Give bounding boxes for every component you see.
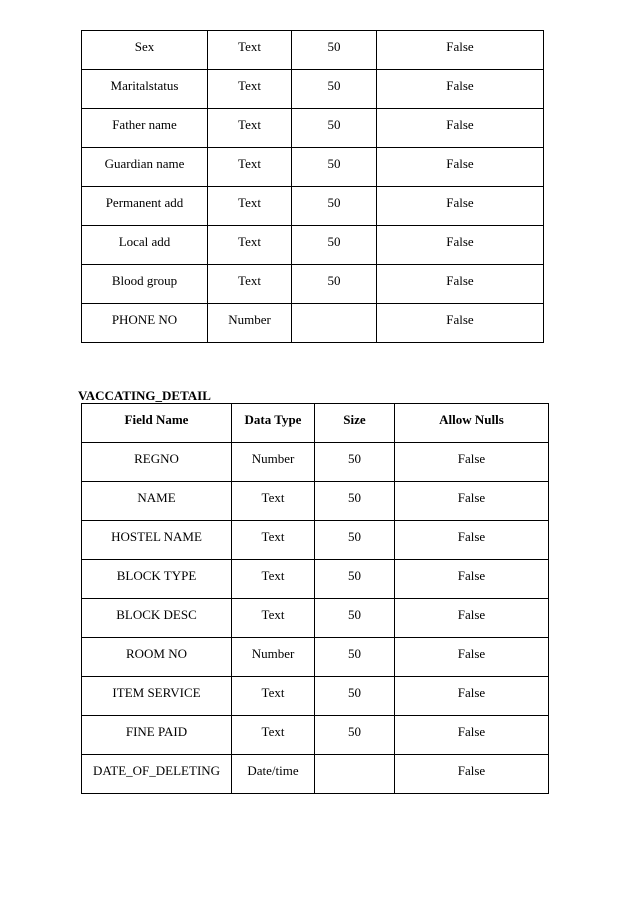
allow-nulls-cell: False xyxy=(377,304,544,343)
size-cell xyxy=(292,304,377,343)
table-row xyxy=(82,521,549,560)
data-type-cell: Date/time xyxy=(232,755,315,794)
size-cell: 50 xyxy=(292,187,377,226)
size-cell: 50 xyxy=(292,265,377,304)
field-name-cell: Guardian name xyxy=(82,148,208,187)
table-row xyxy=(82,187,544,226)
table-row xyxy=(82,599,549,638)
size-cell: 50 xyxy=(315,716,395,755)
size-cell: 50 xyxy=(315,482,395,521)
field-name-cell: Local add xyxy=(82,226,208,265)
size-cell: 50 xyxy=(315,521,395,560)
field-name-cell: NAME xyxy=(82,482,232,521)
allow-nulls-cell: False xyxy=(377,187,544,226)
allow-nulls-cell: False xyxy=(395,638,549,677)
field-name-cell: HOSTEL NAME xyxy=(82,521,232,560)
data-type-cell: Text xyxy=(232,560,315,599)
allow-nulls-cell: False xyxy=(377,70,544,109)
field-name-cell: BLOCK TYPE xyxy=(82,560,232,599)
size-cell: 50 xyxy=(315,560,395,599)
field-name-cell: FINE PAID xyxy=(82,716,232,755)
size-cell: 50 xyxy=(315,638,395,677)
size-cell: 50 xyxy=(315,677,395,716)
section-heading-vaccating-detail: VACCATING_DETAIL xyxy=(78,388,211,403)
student-fields-table-continued xyxy=(81,30,544,343)
data-type-cell: Number xyxy=(232,443,315,482)
table2-body xyxy=(82,443,549,794)
size-cell: 50 xyxy=(292,226,377,265)
field-name-cell: Sex xyxy=(82,31,208,70)
allow-nulls-cell: False xyxy=(377,148,544,187)
field-name-cell: REGNO xyxy=(82,443,232,482)
allow-nulls-cell: False xyxy=(395,599,549,638)
table-row xyxy=(82,560,549,599)
data-type-cell: Text xyxy=(208,31,292,70)
size-cell: 50 xyxy=(292,148,377,187)
table-row xyxy=(82,265,544,304)
table-row xyxy=(82,148,544,187)
data-type-cell: Text xyxy=(232,599,315,638)
allow-nulls-cell: False xyxy=(395,560,549,599)
table-row xyxy=(82,70,544,109)
field-name-cell: PHONE NO xyxy=(82,304,208,343)
size-cell xyxy=(315,755,395,794)
data-type-cell: Text xyxy=(232,677,315,716)
table-row xyxy=(82,638,549,677)
data-type-cell: Text xyxy=(232,521,315,560)
table-row xyxy=(82,304,544,343)
data-type-cell: Text xyxy=(208,70,292,109)
allow-nulls-cell: False xyxy=(395,482,549,521)
data-type-cell: Text xyxy=(208,226,292,265)
allow-nulls-cell: False xyxy=(395,521,549,560)
field-name-cell: DATE_OF_DELETING xyxy=(82,755,232,794)
field-name-cell: Blood group xyxy=(82,265,208,304)
data-type-cell: Text xyxy=(208,265,292,304)
allow-nulls-cell: False xyxy=(395,677,549,716)
size-cell: 50 xyxy=(292,31,377,70)
size-cell: 50 xyxy=(315,599,395,638)
field-name-cell: Permanent add xyxy=(82,187,208,226)
header-field-name: Field Name xyxy=(82,404,232,443)
vaccating-detail-table xyxy=(81,403,549,794)
table-row xyxy=(82,716,549,755)
data-type-cell: Text xyxy=(208,109,292,148)
allow-nulls-cell: False xyxy=(395,716,549,755)
size-cell: 50 xyxy=(292,109,377,148)
table-row xyxy=(82,482,549,521)
header-size: Size xyxy=(315,404,395,443)
header-data-type: Data Type xyxy=(232,404,315,443)
table-row xyxy=(82,226,544,265)
field-name-cell: ROOM NO xyxy=(82,638,232,677)
size-cell: 50 xyxy=(315,443,395,482)
table-row xyxy=(82,109,544,148)
table1-body xyxy=(82,31,544,343)
field-name-cell: Father name xyxy=(82,109,208,148)
table-row xyxy=(82,755,549,794)
table-row xyxy=(82,443,549,482)
field-name-cell: BLOCK DESC xyxy=(82,599,232,638)
data-type-cell: Text xyxy=(208,187,292,226)
data-type-cell: Number xyxy=(208,304,292,343)
field-name-cell: Maritalstatus xyxy=(82,70,208,109)
table-row xyxy=(82,677,549,716)
header-row xyxy=(82,404,549,443)
field-name-cell: ITEM SERVICE xyxy=(82,677,232,716)
allow-nulls-cell: False xyxy=(377,226,544,265)
allow-nulls-cell: False xyxy=(377,31,544,70)
table2-header xyxy=(82,404,549,443)
table-row xyxy=(82,31,544,70)
allow-nulls-cell: False xyxy=(395,443,549,482)
size-cell: 50 xyxy=(292,70,377,109)
data-type-cell: Text xyxy=(232,716,315,755)
allow-nulls-cell: False xyxy=(395,755,549,794)
allow-nulls-cell: False xyxy=(377,265,544,304)
allow-nulls-cell: False xyxy=(377,109,544,148)
data-type-cell: Text xyxy=(232,482,315,521)
data-type-cell: Number xyxy=(232,638,315,677)
header-allow-nulls: Allow Nulls xyxy=(395,404,549,443)
data-type-cell: Text xyxy=(208,148,292,187)
